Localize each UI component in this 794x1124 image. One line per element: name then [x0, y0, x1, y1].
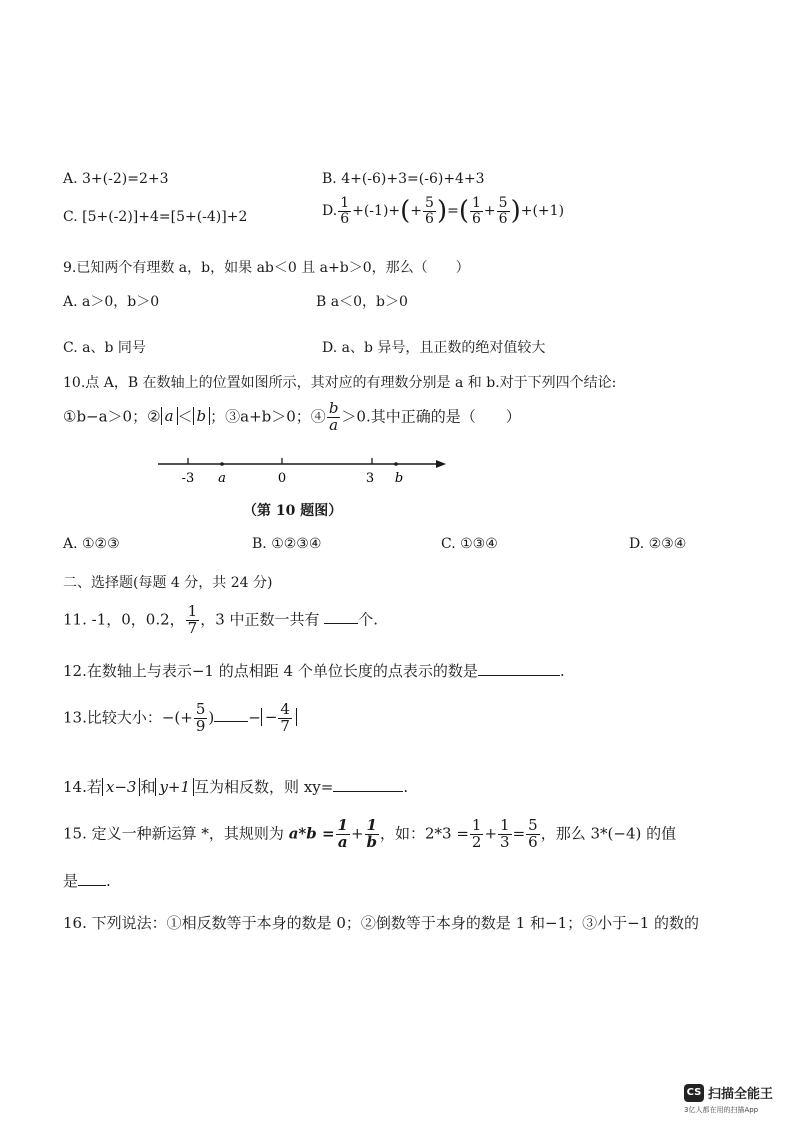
q8-option-b: B. 4+(-6)+3=(-6)+4+3: [322, 171, 485, 187]
paren-open-icon: (: [400, 196, 411, 227]
q10-text: ＞0.其中正确的是（ ）: [341, 407, 521, 426]
q8-d-text: +: [483, 203, 496, 220]
answer-blank[interactable]: [214, 720, 248, 722]
cs-logo-icon: CS: [684, 1084, 704, 1102]
frac-num: 5: [425, 195, 434, 211]
q10-frac-b-over-a: [327, 401, 341, 434]
q8-d-text: +: [410, 203, 423, 220]
q8-d-frac-1: [338, 196, 351, 226]
frac-den: 3: [500, 832, 510, 851]
number-line-figure: [150, 452, 455, 490]
q12-text: 12.在数轴上与表示−1 的点相距 4 个单位长度的点表示的数是: [63, 662, 478, 680]
q16: 16. 下列说法：①相反数等于本身的数是 0；②倒数等于本身的数是 1 和−1；③小于−1 的数的: [63, 914, 700, 932]
q8-d-frac-3: [470, 196, 483, 226]
q9-stem: 9.已知两个有理数 a，b，如果 ab＜0 且 a+b＞0，那么（ ）: [63, 260, 470, 276]
frac-den: 7: [280, 716, 290, 735]
figure-caption: （第 10 题图）: [243, 503, 343, 519]
q8-option-d: [322, 196, 564, 226]
app-name: 扫描全能王: [708, 1087, 774, 1102]
q8-d-text: +(+1): [520, 203, 565, 220]
axis-label-minus-3: -3: [181, 471, 195, 486]
q13-text: ): [208, 708, 215, 727]
q10-text: ；③a+b＞0；④: [210, 407, 326, 426]
q15-line-2: [63, 870, 111, 891]
q11-text: 个.: [358, 610, 379, 629]
scanner-watermark: [684, 1083, 773, 1102]
frac-den: 9: [195, 716, 206, 735]
frac-den: 2: [471, 832, 482, 851]
frac-den: 6: [472, 210, 481, 227]
q11-text: ，3 中正数一共有: [200, 610, 320, 629]
frac-num: 1: [340, 195, 350, 211]
frac-den: 6: [340, 210, 350, 227]
answer-blank[interactable]: [324, 622, 358, 624]
q15-text: +: [350, 824, 364, 843]
q10-text: ＜: [177, 407, 193, 426]
abs-value-x: x−3: [102, 778, 141, 796]
q15-text: a*b =: [288, 824, 335, 843]
q8-option-c: C. [5+(-2)]+4=[5+(-4)]+2: [63, 209, 248, 225]
frac-den: b: [366, 832, 378, 851]
q15-text: 是: [63, 872, 79, 890]
abs-value-b: b: [193, 407, 211, 425]
frac-num: 4: [280, 700, 290, 718]
frac-den: 7: [187, 618, 198, 637]
answer-blank[interactable]: [333, 790, 403, 792]
frac-num: 1: [187, 602, 198, 620]
frac-num: 1: [471, 816, 482, 834]
axis-label-0: 0: [277, 471, 287, 486]
abs-value-expr: [261, 700, 297, 735]
section-heading: 二、选择题(每题 4 分，共 24 分): [63, 575, 273, 591]
q13-frac-1: [194, 702, 208, 735]
q10-conclusions: [63, 401, 521, 434]
q12-text: .: [559, 662, 565, 680]
q13-text: −: [248, 708, 261, 727]
q15-text: ，如：2*3 =: [379, 824, 469, 843]
app-slogan: 3亿人都在用的扫描App: [684, 1106, 759, 1114]
q9-option-c: C. a、b 同号: [63, 340, 146, 356]
q8-option-a: A. 3+(-2)=2+3: [63, 171, 169, 187]
q10-text: ①b−a＞0；②: [63, 407, 161, 426]
q10-option-a: A. ①②③: [63, 536, 120, 552]
frac-num: b: [328, 399, 339, 417]
q14-text: .: [403, 778, 409, 796]
q8-d-text: =: [447, 203, 459, 220]
q9-option-b: B a＜0，b＞0: [316, 294, 408, 310]
q8-d-label: D.: [322, 203, 338, 220]
frac-num: 1: [366, 816, 377, 834]
frac-den: 6: [498, 210, 508, 227]
q10-stem: 10.点 A，B 在数轴上的位置如图所示，其对应的有理数分别是 a 和 b.对于下列四个结论:: [63, 375, 617, 391]
q15-text: ，那么 3*(−4) 的值: [540, 824, 677, 843]
q15-text: 15. 定义一种新运算 *，其规则为: [63, 824, 284, 843]
frac-num: 5: [195, 700, 206, 718]
q8-d-frac-4: [497, 196, 510, 226]
frac-num: 1: [500, 816, 510, 834]
axis-arrow-icon: [436, 460, 446, 468]
frac-num: 5: [528, 816, 538, 834]
frac-num: 5: [498, 195, 508, 211]
q13-text: −: [264, 708, 278, 727]
q10-option-d: D. ②③④: [629, 536, 687, 552]
abs-value-a: a: [161, 407, 178, 425]
q15-frac-4: [498, 818, 512, 851]
q10-option-c: C. ①③④: [441, 536, 498, 552]
frac-den: a: [337, 832, 348, 851]
frac-den: a: [329, 415, 339, 434]
paren-close-icon: ): [510, 196, 521, 227]
q15-text: =: [512, 824, 526, 843]
q14-text: 和: [140, 778, 156, 796]
frac-den: 6: [528, 832, 538, 851]
q11: [63, 604, 378, 637]
q14: [63, 776, 408, 797]
q15-frac-1: [336, 818, 350, 851]
q15-text: .: [106, 872, 111, 890]
q8-d-text: +(-1)+: [352, 203, 401, 220]
q13-frac-2: [278, 702, 292, 735]
q12: [63, 660, 565, 681]
q8-d-frac-2: [423, 196, 436, 226]
q14-text: 互为相反数，则 xy=: [194, 778, 334, 796]
paren-open-icon: (: [458, 196, 469, 227]
q11-frac: [186, 604, 200, 637]
axis-label-3: 3: [365, 471, 375, 486]
q13-text: 13.比较大小：−(+: [63, 708, 193, 727]
axis-label-b: b: [394, 471, 404, 486]
paren-close-icon: ): [436, 196, 448, 227]
q15: [63, 818, 676, 851]
abs-value-y: y+1: [155, 778, 194, 796]
q9-option-d: D. a、b 异号，且正数的绝对值较大: [322, 340, 546, 356]
frac-num: 1: [472, 195, 481, 211]
point-b: [394, 462, 398, 466]
answer-blank[interactable]: [78, 884, 106, 886]
q15-frac-2: [365, 818, 379, 851]
q11-text: 11. -1，0，0.2，: [63, 610, 185, 629]
q13: [63, 702, 297, 735]
q15-frac-3: [470, 818, 484, 851]
q14-text: 14.若: [63, 778, 102, 796]
axis-label-a: a: [218, 471, 226, 486]
point-a: [220, 462, 224, 466]
q10-option-b: B. ①②③④: [252, 536, 322, 552]
answer-blank[interactable]: [478, 674, 560, 676]
frac-num: 1: [337, 816, 348, 834]
q9-option-a: A. a＞0，b＞0: [63, 294, 160, 310]
q15-frac-5: [526, 818, 540, 851]
q15-text: +: [484, 824, 498, 843]
frac-den: 6: [425, 210, 434, 227]
